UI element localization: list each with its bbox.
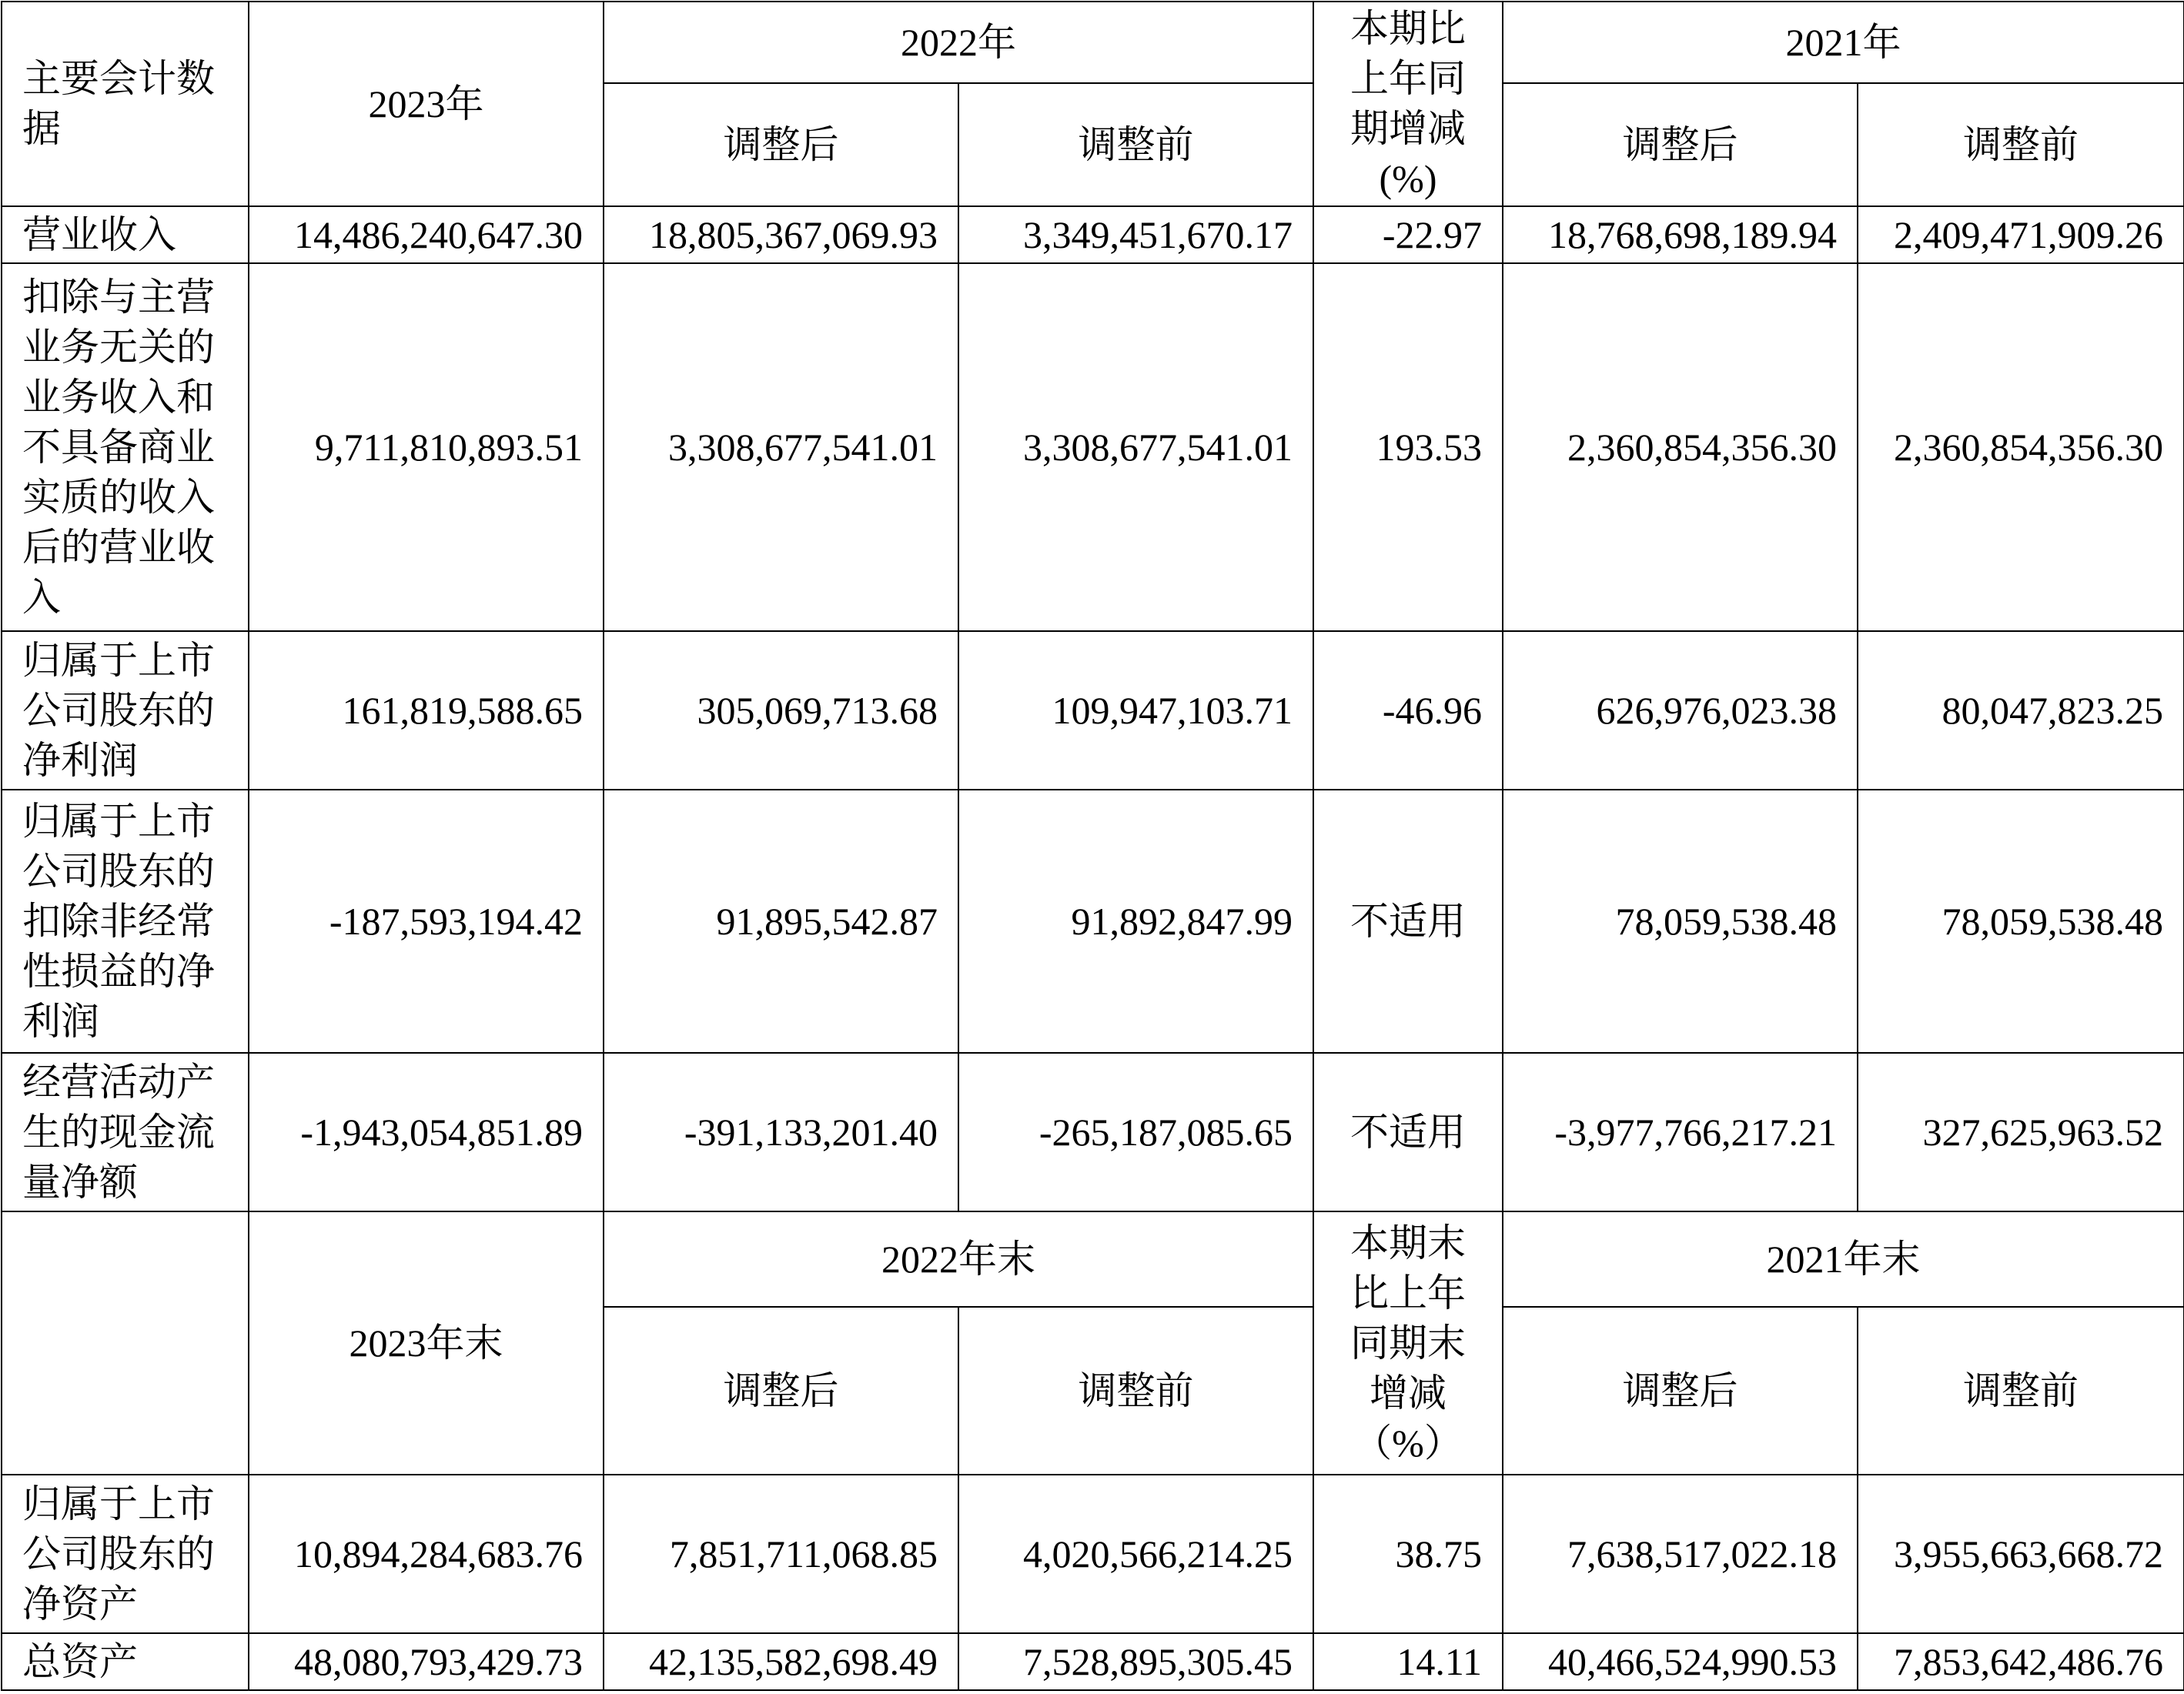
- header-2021-adjusted: 调整后: [1503, 83, 1858, 206]
- header-2022-adjusted: 调整后: [604, 83, 958, 206]
- row-label: 归属于上市公司股东的净利润: [2, 631, 249, 790]
- value-2021-adjusted: 626,976,023.38: [1503, 631, 1858, 790]
- value-2021-before: 80,047,823.25: [1858, 631, 2184, 790]
- header-year-2023: 2023年: [249, 2, 604, 206]
- value-change: 不适用: [1313, 790, 1503, 1053]
- financial-data-table: [1, 1, 2184, 1691]
- table-row: [2, 1475, 2184, 1633]
- value-2022-adjusted: 91,895,542.87: [604, 790, 958, 1053]
- value-2022-adjusted: -391,133,201.40: [604, 1053, 958, 1211]
- value-change: 不适用: [1313, 1053, 1503, 1211]
- table-row: [2, 1633, 2184, 1690]
- table-row: [2, 631, 2184, 790]
- value-2023: 9,711,810,893.51: [249, 263, 604, 631]
- header-label-cell: 主要会计数据: [2, 2, 249, 206]
- header-2021-before-2: 调整前: [1858, 1307, 2184, 1475]
- value-2021-end-adjusted: 7,638,517,022.18: [1503, 1475, 1858, 1633]
- value-2022-adjusted: 305,069,713.68: [604, 631, 958, 790]
- header-row-top-2: [2, 1211, 2184, 1307]
- row-label: 经营活动产生的现金流量净额: [2, 1053, 249, 1211]
- value-2021-before: 2,409,471,909.26: [1858, 206, 2184, 263]
- value-2022-end-before: 4,020,566,214.25: [958, 1475, 1313, 1633]
- value-2021-adjusted: 18,768,698,189.94: [1503, 206, 1858, 263]
- row-label: 总资产: [2, 1633, 249, 1690]
- header-change-percent: 本期比上年同期增减(%): [1313, 2, 1503, 206]
- value-2021-end-adjusted: 40,466,524,990.53: [1503, 1633, 1858, 1690]
- header-year-2021: 2021年: [1503, 2, 2184, 83]
- value-change: -46.96: [1313, 631, 1503, 790]
- value-2021-before: 2,360,854,356.30: [1858, 263, 2184, 631]
- row-label: 归属于上市公司股东的扣除非经常性损益的净利润: [2, 790, 249, 1053]
- table-row: [2, 263, 2184, 631]
- value-2023-end: 10,894,284,683.76: [249, 1475, 604, 1633]
- row-label: 归属于上市公司股东的净资产: [2, 1475, 249, 1633]
- value-2022-before: 3,349,451,670.17: [958, 206, 1313, 263]
- value-2021-end-before: 7,853,642,486.76: [1858, 1633, 2184, 1690]
- header-year-2022: 2022年: [604, 2, 1313, 83]
- value-change: 193.53: [1313, 263, 1503, 631]
- value-2021-adjusted: -3,977,766,217.21: [1503, 1053, 1858, 1211]
- value-change: 38.75: [1313, 1475, 1503, 1633]
- value-2022-before: 3,308,677,541.01: [958, 263, 1313, 631]
- value-2022-before: -265,187,085.65: [958, 1053, 1313, 1211]
- table-row: [2, 1053, 2184, 1211]
- value-2021-before: 327,625,963.52: [1858, 1053, 2184, 1211]
- value-2021-before: 78,059,538.48: [1858, 790, 2184, 1053]
- header-change-percent-2: 本期末比上年同期末增减（%）: [1313, 1211, 1503, 1475]
- header-2021-adjusted-2: 调整后: [1503, 1307, 1858, 1475]
- table-row: [2, 790, 2184, 1053]
- value-2021-adjusted: 78,059,538.48: [1503, 790, 1858, 1053]
- header-2022-before-2: 调整前: [958, 1307, 1313, 1475]
- value-2022-adjusted: 18,805,367,069.93: [604, 206, 958, 263]
- header-row-top: [2, 2, 2184, 83]
- row-label: 扣除与主营业务无关的业务收入和不具备商业实质的收入后的营业收入: [2, 263, 249, 631]
- value-2021-end-before: 3,955,663,668.72: [1858, 1475, 2184, 1633]
- header-year-end-2023: 2023年末: [249, 1211, 604, 1475]
- value-2022-end-adjusted: 7,851,711,068.85: [604, 1475, 958, 1633]
- header-2022-before: 调整前: [958, 83, 1313, 206]
- value-2021-adjusted: 2,360,854,356.30: [1503, 263, 1858, 631]
- header-year-end-2021: 2021年末: [1503, 1211, 2184, 1307]
- value-2022-adjusted: 3,308,677,541.01: [604, 263, 958, 631]
- header-year-end-2022: 2022年末: [604, 1211, 1313, 1307]
- value-2023: 161,819,588.65: [249, 631, 604, 790]
- row-label: 营业收入: [2, 206, 249, 263]
- value-change: 14.11: [1313, 1633, 1503, 1690]
- value-2022-before: 109,947,103.71: [958, 631, 1313, 790]
- value-change: -22.97: [1313, 206, 1503, 263]
- value-2023: -187,593,194.42: [249, 790, 604, 1053]
- value-2022-end-before: 7,528,895,305.45: [958, 1633, 1313, 1690]
- header-2022-adjusted-2: 调整后: [604, 1307, 958, 1475]
- value-2022-end-adjusted: 42,135,582,698.49: [604, 1633, 958, 1690]
- header-label-cell-2: [2, 1211, 249, 1475]
- table-row: [2, 206, 2184, 263]
- value-2023: -1,943,054,851.89: [249, 1053, 604, 1211]
- value-2023-end: 48,080,793,429.73: [249, 1633, 604, 1690]
- value-2022-before: 91,892,847.99: [958, 790, 1313, 1053]
- header-2021-before: 调整前: [1858, 83, 2184, 206]
- value-2023: 14,486,240,647.30: [249, 206, 604, 263]
